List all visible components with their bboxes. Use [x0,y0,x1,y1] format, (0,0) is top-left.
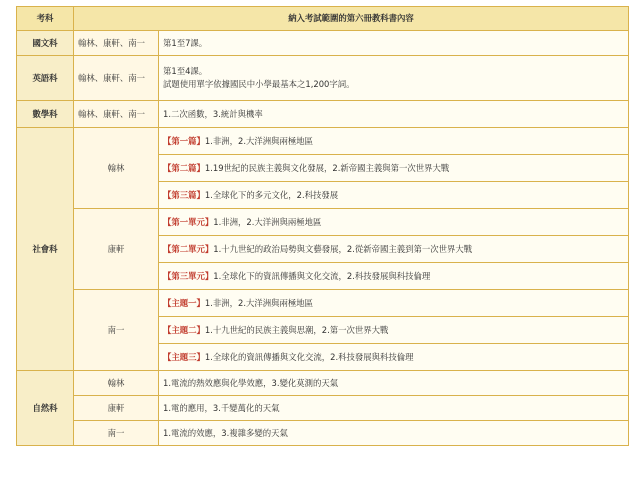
row-english [17,56,629,101]
content-social-nanyi-2 [159,317,629,344]
row-social-nanyi-1 [17,290,629,317]
publisher-social-hanlin: 翰林 [74,128,159,209]
row-science-3 [17,421,629,446]
unit-text: 1.非洲，2.大洋洲與兩極地區 [213,216,322,227]
unit-label: 【第二篇】 [163,162,205,173]
unit-text: 1.全球化的資訊傳播與文化交流，2.科技發展與科技倫理 [204,351,414,362]
unit-label: 【主題二】 [163,324,205,335]
publisher-science-nanyi: 南一 [74,421,159,446]
unit-text: 1.全球化下的多元文化，2.科技發展 [204,189,339,200]
row-science-2 [17,396,629,421]
unit-text: 1.19世紀的民族主義與文化發展，2.新帝國主義與第一次世界大戰 [204,162,450,173]
header-subject: 考科 [17,7,74,31]
unit-text: 1.十九世紀的政治局勢與文藝發展，2.從新帝國主義到第一次世界大戰 [213,243,473,254]
header-content: 納入考試範圍的第六冊教科書內容 [74,7,629,31]
row-social-hanlin-1 [17,128,629,155]
content-english [159,56,629,101]
subject-science: 自然科 [17,371,74,446]
subject-english: 英語科 [17,56,74,101]
row-chinese [17,31,629,56]
subject-chinese: 國文科 [17,31,74,56]
content-social-nanyi-3 [159,344,629,371]
unit-text: 1.全球化下的資訊傳播與文化交流，2.科技發展與科技倫理 [213,270,431,281]
publisher-social-nanyi: 南一 [74,290,159,371]
unit-label: 【主題三】 [163,351,205,362]
publisher-science-kangxuan: 康軒 [74,396,159,421]
content-social-hanlin-1 [159,128,629,155]
publisher-science-hanlin: 翰林 [74,371,159,396]
unit-label: 【第三單元】 [163,270,214,281]
subject-social: 社會科 [17,128,74,371]
unit-label: 【第二單元】 [163,243,214,254]
publishers-math: 翰林、康軒、南一 [74,101,159,128]
unit-label: 【主題一】 [163,297,205,308]
content-social-hanlin-3 [159,182,629,209]
content-social-nanyi-1 [159,290,629,317]
row-social-kangxuan-1 [17,209,629,236]
unit-text: 1.非洲，2.大洋洲與兩極地區 [204,135,313,146]
unit-text: 1.十九世紀的民族主義與思潮，2.第一次世界大戰 [204,324,389,335]
row-math [17,101,629,128]
content-english-line1: 第1至4課。 [163,66,208,76]
content-social-kangxuan-3 [159,263,629,290]
content-english-line2: 試題使用單字依據國民中小學最基本之1,200字詞。 [163,79,355,89]
content-science-nanyi: 1.電流的效應，3.複雜多變的天氣 [159,421,629,446]
content-math: 1.二次函數，3.統計與機率 [159,101,629,128]
content-chinese: 第1至7課。 [159,31,629,56]
unit-label: 【第三篇】 [163,189,205,200]
exam-scope-table [16,6,629,446]
unit-text: 1.非洲，2.大洋洲與兩極地區 [204,297,313,308]
row-science-1 [17,371,629,396]
content-science-kangxuan: 1.電的應用，3.千變萬化的天氣 [159,396,629,421]
unit-label: 【第一單元】 [163,216,214,227]
content-social-kangxuan-1 [159,209,629,236]
content-science-hanlin: 1.電流的熱效應與化學效應，3.變化莫測的天氣 [159,371,629,396]
publishers-english: 翰林、康軒、南一 [74,56,159,101]
content-social-kangxuan-2 [159,236,629,263]
content-social-hanlin-2 [159,155,629,182]
unit-label: 【第一篇】 [163,135,205,146]
publishers-chinese: 翰林、康軒、南一 [74,31,159,56]
subject-math: 數學科 [17,101,74,128]
publisher-social-kangxuan: 康軒 [74,209,159,290]
